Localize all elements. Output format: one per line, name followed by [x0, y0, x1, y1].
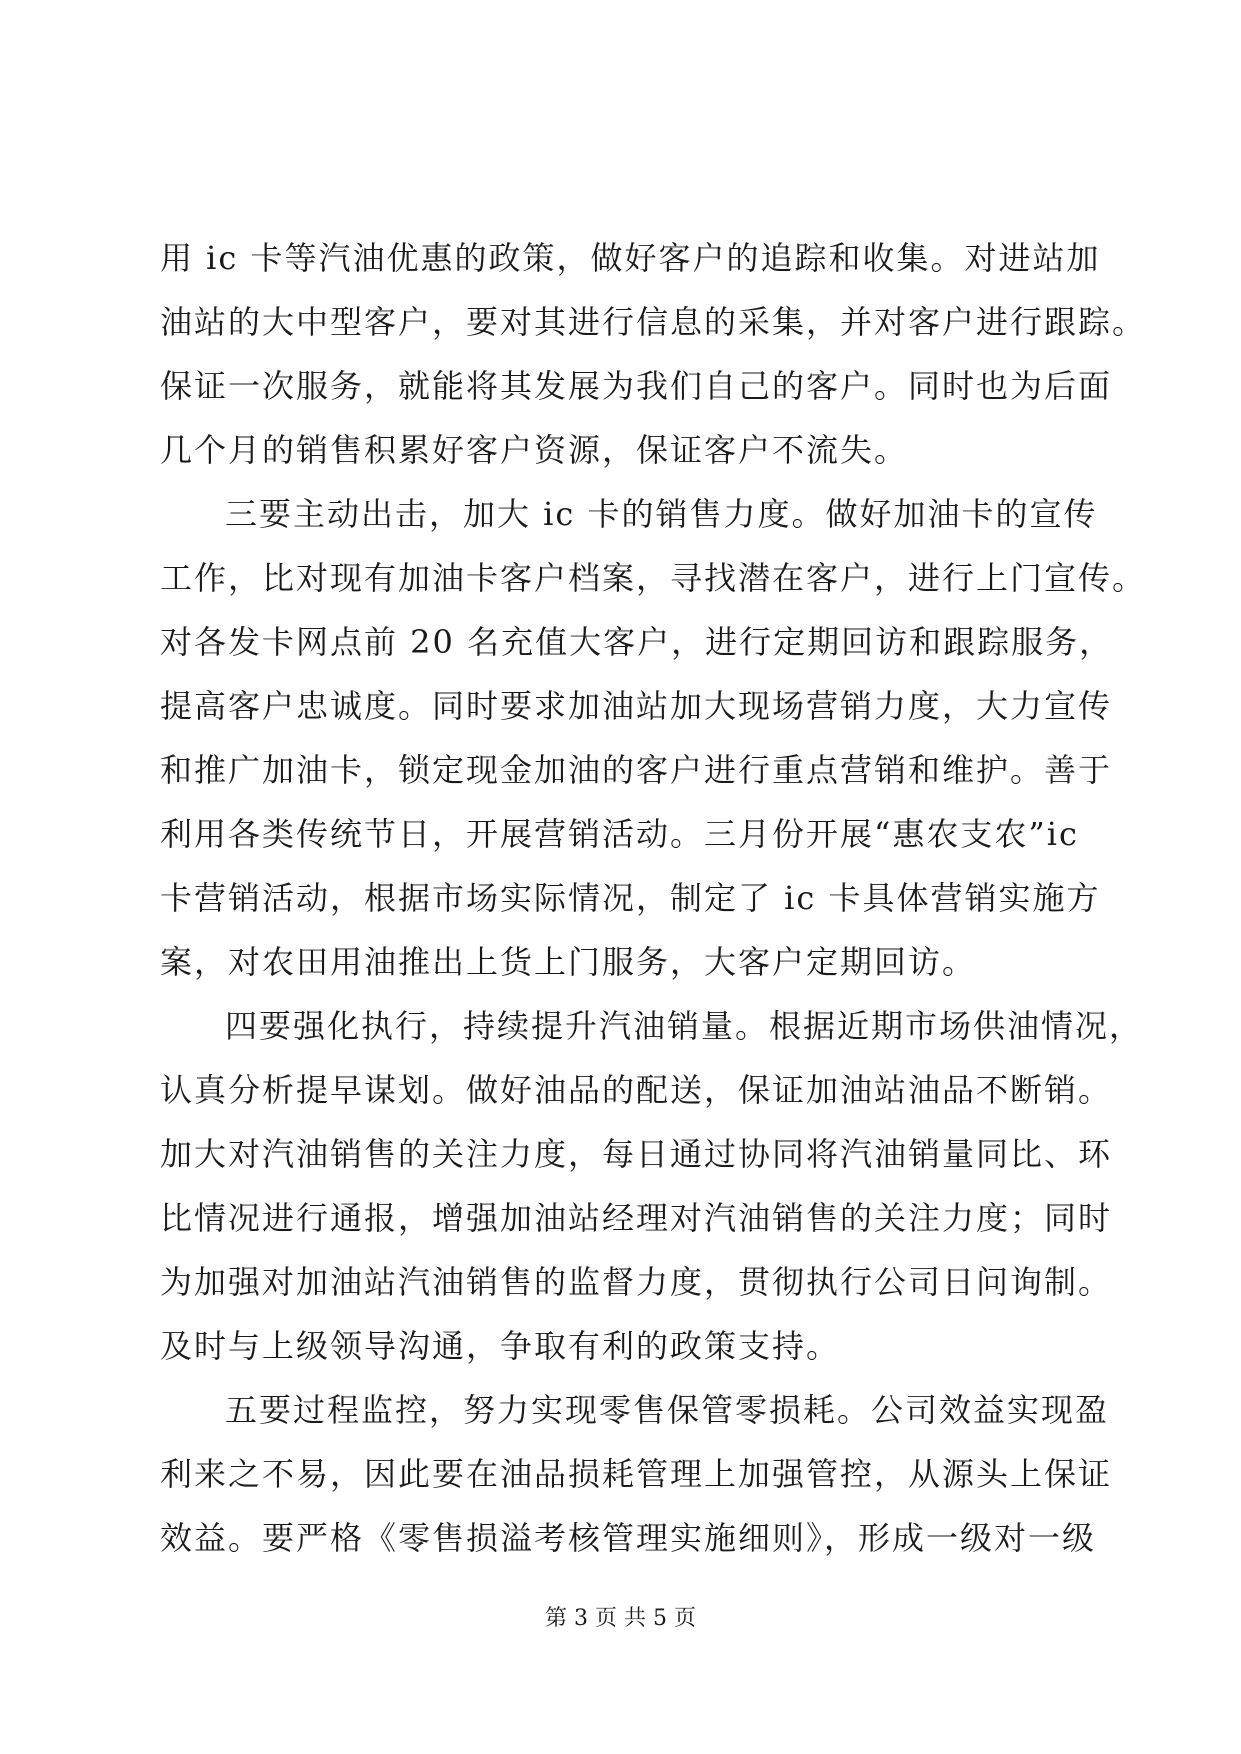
- text-line: 利用各类传统节日，开展营销活动。三月份开展“惠农支农”ic: [160, 815, 1079, 853]
- text-line: 保证一次服务，就能将其发展为我们自己的客户。同时也为后面: [160, 367, 1113, 405]
- text-line: 为加强对加油站汽油销售的监督力度，贯彻执行公司日问询制。: [160, 1263, 1113, 1301]
- text-line: 加大对汽油销售的关注力度，每日通过协同将汽油销量同比、环: [160, 1135, 1113, 1173]
- text-line: 利来之不易，因此要在油品损耗管理上加强管控，从源头上保证: [160, 1455, 1113, 1493]
- text-line: 油站的大中型客户，要对其进行信息的采集，并对客户进行跟踪。: [160, 303, 1147, 341]
- text-line: 卡营销活动，根据市场实际情况，制定了 ic 卡具体营销实施方: [160, 879, 1101, 917]
- text-line: 几个月的销售积累好客户资源，保证客户不流失。: [160, 431, 909, 469]
- text-line: 和推广加油卡，锁定现金加油的客户进行重点营销和维护。善于: [160, 751, 1113, 789]
- text-line: 用 ic 卡等汽油优惠的政策，做好客户的追踪和收集。对进站加: [160, 239, 1101, 277]
- text-line: 比情况进行通报，增强加油站经理对汽油销售的关注力度；同时: [160, 1199, 1113, 1237]
- text-line: 认真分析提早谋划。做好油品的配送，保证加油站油品不断销。: [160, 1071, 1113, 1109]
- text-line: 及时与上级领导沟通，争取有利的政策支持。: [160, 1327, 841, 1365]
- paragraph-first-line: 五要过程监控，努力实现零售保管零损耗。公司效益实现盈: [225, 1391, 1110, 1429]
- text-line: 效益。要严格《零售损溢考核管理实施细则》，形成一级对一级: [160, 1519, 1097, 1557]
- page-number-footer: 第 3 页 共 5 页: [545, 1606, 696, 1631]
- text-line: 对各发卡网点前 20 名充值大客户，进行定期回访和跟踪服务，: [160, 623, 1114, 661]
- paragraph-first-line: 三要主动出击，加大 ic 卡的销售力度。做好加油卡的宣传: [225, 495, 1098, 533]
- paragraph-first-line: 四要强化执行，持续提升汽油销量。根据近期市场供油情况，: [225, 1007, 1144, 1045]
- text-line: 工作，比对现有加油卡客户档案，寻找潜在客户，进行上门宣传。: [160, 559, 1147, 597]
- text-line: 提高客户忠诚度。同时要求加油站加大现场营销力度，大力宣传: [160, 687, 1113, 725]
- text-line: 案，对农田用油推出上货上门服务，大客户定期回访。: [160, 943, 977, 981]
